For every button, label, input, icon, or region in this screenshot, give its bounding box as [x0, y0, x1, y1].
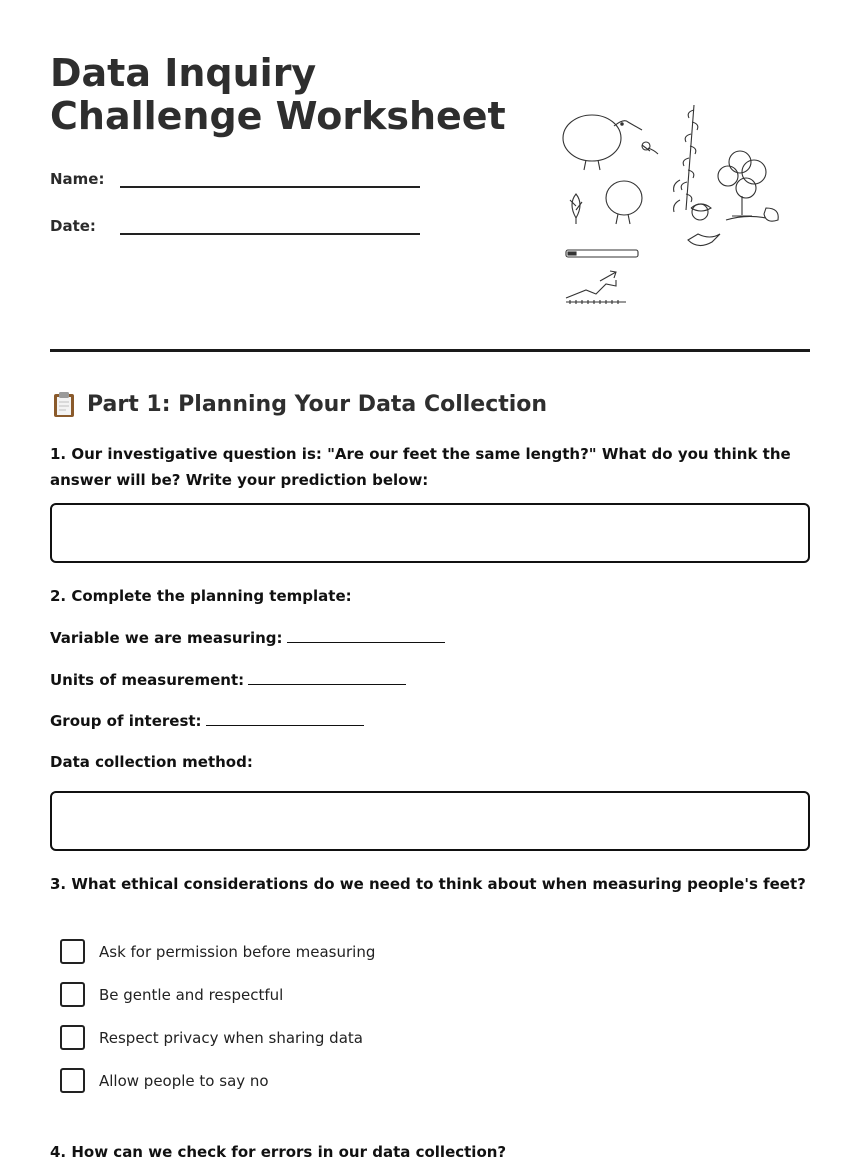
- name-line[interactable]: [120, 168, 420, 188]
- units-label: Units of measurement:: [50, 671, 245, 689]
- checkbox[interactable]: [60, 982, 85, 1007]
- part-1-title: Part 1: Planning Your Data Collection: [87, 391, 548, 417]
- name-label: Name:: [50, 170, 105, 188]
- checkbox[interactable]: [60, 939, 85, 964]
- leaf-icon: [764, 208, 778, 221]
- shell-icon: [688, 234, 720, 246]
- mushroom-icon: [691, 204, 711, 220]
- variable-row: [50, 628, 445, 647]
- tree-icon: [718, 151, 766, 220]
- method-input[interactable]: [50, 791, 810, 851]
- group-row: [50, 711, 364, 730]
- ethics-label: Ask for permission before measuring: [99, 942, 376, 961]
- date-label: Date:: [50, 217, 96, 235]
- prediction-input[interactable]: [50, 503, 810, 563]
- ethics-item-privacy[interactable]: [60, 1025, 363, 1050]
- variable-blank[interactable]: [287, 628, 445, 643]
- ethics-label: Respect privacy when sharing data: [99, 1028, 363, 1047]
- section-divider: [50, 349, 810, 352]
- question-4: 4. How can we check for errors in our data collection?: [50, 1143, 507, 1161]
- variable-label: Variable we are measuring:: [50, 629, 283, 647]
- clipboard-icon: [50, 390, 78, 418]
- small-kiwi-icon: [606, 181, 642, 224]
- ethics-item-permission[interactable]: [60, 939, 375, 964]
- question-3: 3. What ethical considerations do we need to think about when measuring people's feet?: [50, 875, 806, 893]
- method-row: [50, 753, 253, 771]
- line-graph-icon: [566, 271, 626, 304]
- tall-plant-icon: [674, 105, 698, 212]
- ethics-item-gentle[interactable]: [60, 982, 283, 1007]
- progress-bar-icon: [566, 250, 638, 257]
- group-label: Group of interest:: [50, 712, 202, 730]
- checkbox[interactable]: [60, 1025, 85, 1050]
- ethics-label: Allow people to say no: [99, 1071, 269, 1090]
- group-blank[interactable]: [206, 711, 364, 726]
- question-1: 1. Our investigative question is: "Are our feet the same length?" What do you think the answer will be? Write your prediction below:: [50, 445, 791, 489]
- kiwi-bird-icon: [563, 115, 658, 170]
- nature-illustration: [556, 100, 786, 310]
- units-row: [50, 670, 406, 689]
- units-blank[interactable]: [248, 670, 406, 685]
- fern-icon: [570, 194, 582, 224]
- ethics-label: Be gentle and respectful: [99, 985, 284, 1004]
- page-title: Data Inquiry Challenge Worksheet: [50, 51, 506, 138]
- date-line[interactable]: [120, 215, 420, 235]
- part-1-heading: [50, 390, 547, 418]
- ethics-item-say-no[interactable]: [60, 1068, 269, 1093]
- checkbox[interactable]: [60, 1068, 85, 1093]
- date-field[interactable]: [50, 215, 420, 235]
- question-2: 2. Complete the planning template:: [50, 587, 352, 605]
- method-label: Data collection method:: [50, 753, 253, 771]
- name-field[interactable]: [50, 168, 420, 188]
